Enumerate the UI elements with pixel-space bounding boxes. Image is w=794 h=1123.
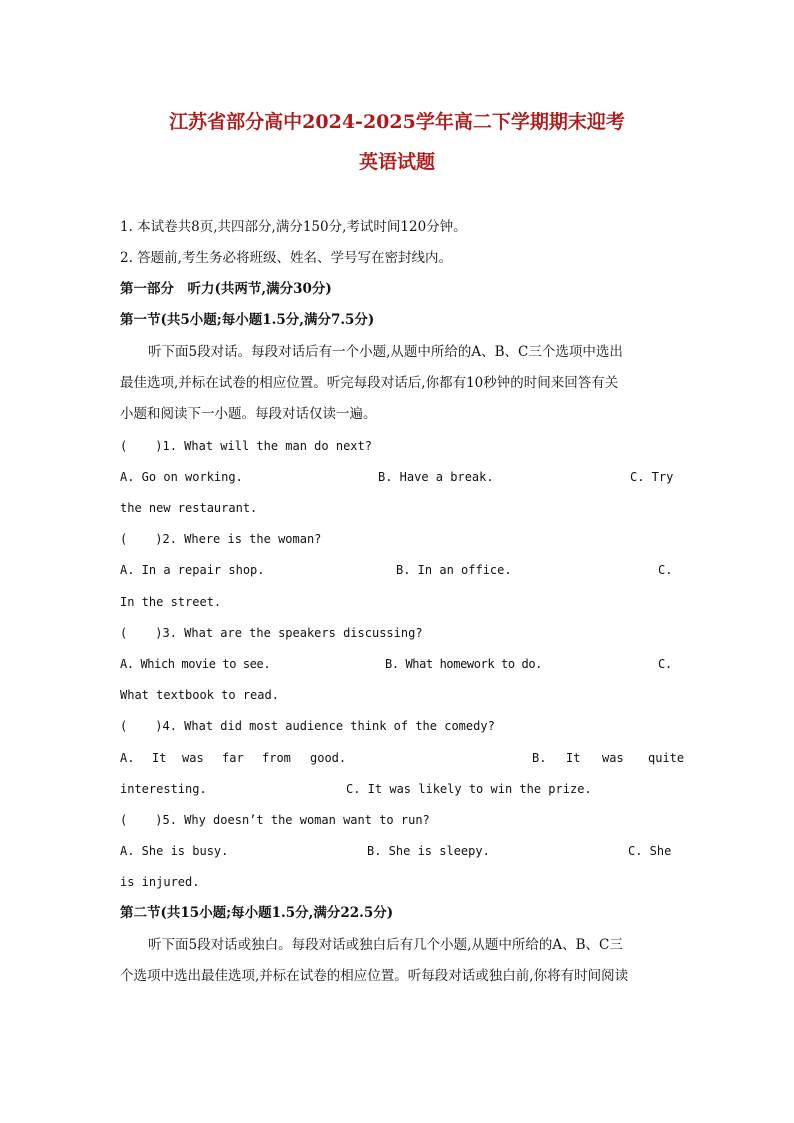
question-5-stem-line [120, 810, 675, 830]
option-a-word: was [182, 751, 204, 765]
question-stem: 5. Why doesn’t the woman want to run? [162, 813, 430, 827]
option-b-word: was [602, 751, 624, 765]
option-c: C. She [628, 844, 672, 858]
question-1-stem-line [120, 436, 675, 456]
answer-paren-open: ( [120, 626, 128, 640]
question-stem: 1. What will the man do next? [162, 439, 372, 453]
question-3-stem-line [120, 623, 675, 643]
option-a: A. She is busy. [120, 844, 229, 858]
option-c: C. [658, 657, 672, 671]
section2-instruction-line: 听下面5段对话或独白。每段对话或独白后有几个小题,从题中所给的A、B、C三 [148, 937, 623, 953]
answer-paren-close: ) [155, 626, 163, 640]
option-b: B. Have a break. [378, 470, 494, 484]
question-2-stem-line [120, 529, 675, 549]
question-stem: 3. What are the speakers discussing? [162, 626, 423, 640]
question-2-options [120, 560, 675, 580]
section1-instruction-line: 小题和阅读下一小题。每段对话仅读一遍。 [120, 406, 377, 422]
option-a-word: from [262, 751, 291, 765]
answer-paren-close: ) [155, 719, 163, 733]
option-b: B. What homework to do. [385, 657, 542, 671]
question-4-options-continued [120, 779, 675, 799]
question-4-options [120, 748, 685, 768]
option-a: A. Which movie to see. [120, 657, 271, 671]
option-b: B. She is sleepy. [367, 844, 490, 858]
option-c: C. [658, 563, 673, 577]
answer-paren-open: ( [120, 439, 128, 453]
option-b: B. In an office. [396, 563, 512, 577]
question-stem: 4. What did most audience think of the comedy? [162, 719, 495, 733]
section1-heading: 第一节(共5小题;每小题1.5分,满分7.5分) [120, 312, 375, 328]
exam-title: 江苏省部分高中2024-2025学年高二下学期期末迎考 [169, 111, 625, 133]
answer-paren-close: ) [155, 532, 163, 546]
section1-instruction-line: 听下面5段对话。每段对话后有一个小题,从题中所给的A、B、C三个选项中选出 [148, 344, 623, 360]
option-b-word: B. [532, 751, 547, 765]
question-5-options [120, 841, 675, 861]
answer-paren-open: ( [120, 719, 128, 733]
question-4-stem-line [120, 716, 675, 736]
option-c: C. It was likely to win the prize. [346, 782, 592, 796]
option-a-word: good. [310, 751, 347, 765]
option-a-word: far [222, 751, 244, 765]
question-stem: 2. Where is the woman? [162, 532, 322, 546]
note-1: 1. 本试卷共8页,共四部分,满分150分,考试时间120分钟。 [120, 219, 467, 235]
answer-paren-open: ( [120, 532, 128, 546]
section2-heading: 第二节(共15小题;每小题1.5分,满分22.5分) [120, 905, 394, 921]
option-c-continued: is injured. [120, 875, 200, 889]
question-3-options [120, 654, 675, 674]
section1-instruction-line: 最佳选项,并标在试卷的相应位置。听完每段对话后,你都有10秒钟的时间来回答有关 [120, 375, 619, 391]
question-1-options [120, 467, 675, 487]
option-a-word: A. [120, 751, 135, 765]
option-c-continued: In the street. [120, 595, 222, 609]
part1-heading: 第一部分 听力(共两节,满分30分) [120, 281, 332, 297]
option-a: A. In a repair shop. [120, 563, 265, 577]
option-b-word: quite [648, 751, 685, 765]
answer-paren-open: ( [120, 813, 128, 827]
option-a-word: It [152, 751, 167, 765]
option-c-continued: What textbook to read. [120, 688, 279, 702]
exam-subtitle: 英语试题 [358, 151, 435, 173]
option-b-word: It [566, 751, 581, 765]
note-2: 2. 答题前,考生务必将班级、姓名、学号写在密封线内。 [120, 250, 452, 266]
option-a: A. Go on working. [120, 470, 243, 484]
option-c-continued: the new restaurant. [120, 501, 258, 515]
answer-paren-close: ) [155, 439, 163, 453]
option-c: C. Try [630, 470, 674, 484]
section2-instruction-line: 个选项中选出最佳选项,并标在试卷的相应位置。听每段对话或独白前,你将有时间阅读 [120, 968, 629, 984]
answer-paren-close: ) [155, 813, 163, 827]
option-b-continued: interesting. [120, 782, 207, 796]
